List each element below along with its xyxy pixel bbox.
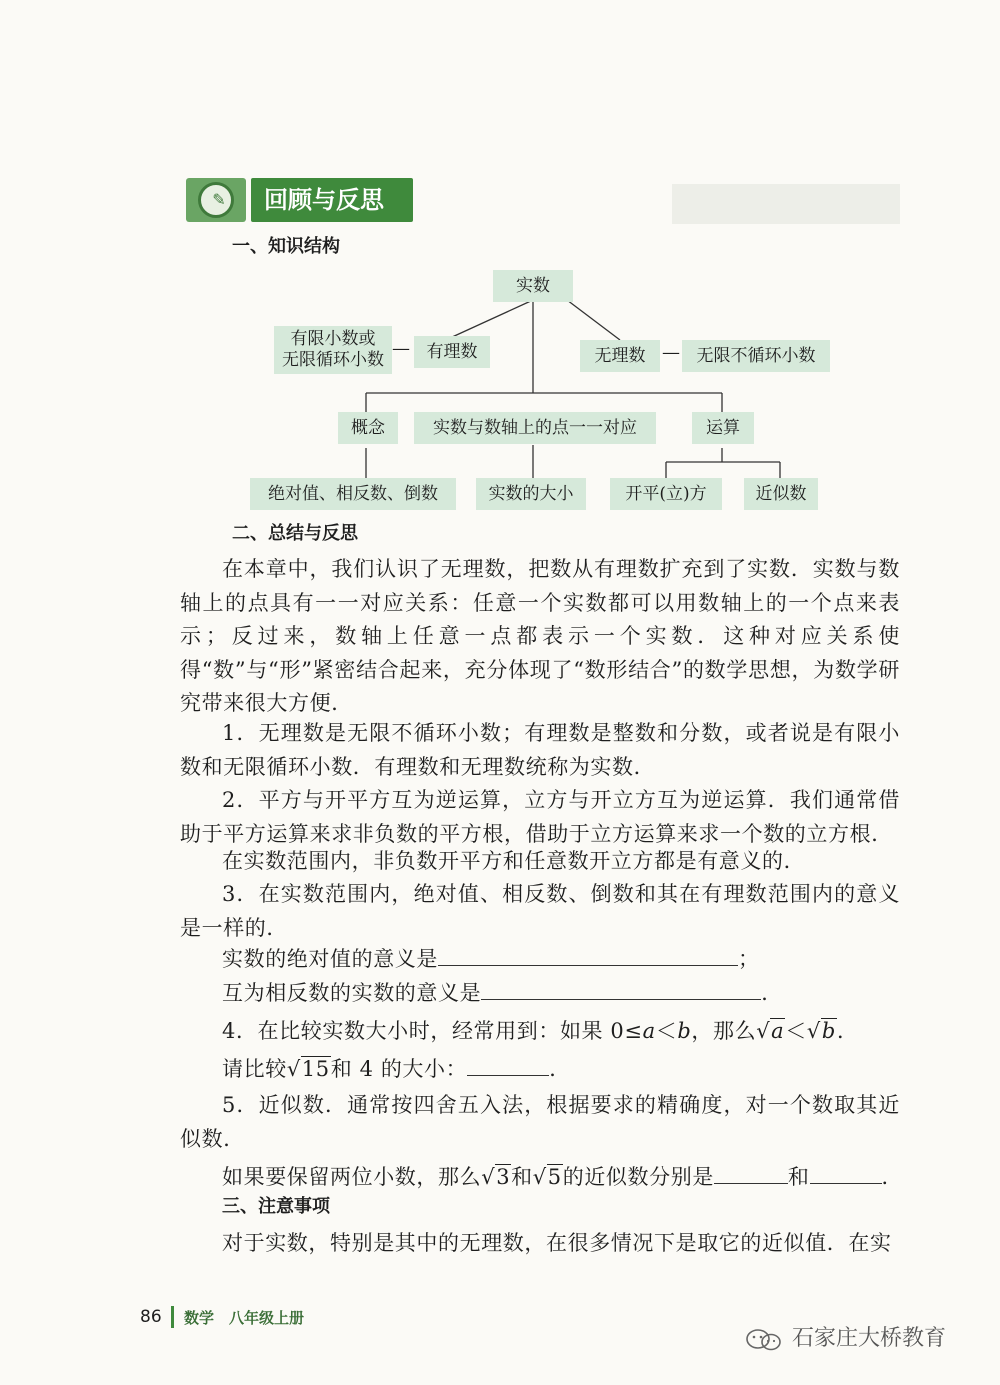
sqrt-5: √5: [532, 1165, 562, 1189]
heading-notes: 三、注意事项: [222, 1196, 330, 1217]
rational-desc-line-1: 有限小数或: [290, 329, 376, 349]
approx-blank-1[interactable]: [714, 1161, 788, 1184]
keep-prefix: 如果要保留两位小数，那么: [222, 1165, 482, 1189]
paragraph-point-2b: 在实数范围内，非负数开平方和任意数开立方都是有意义的．: [222, 849, 806, 873]
opp-meaning-blank[interactable]: [481, 977, 761, 1000]
keep-mid: 的近似数分别是: [562, 1165, 714, 1189]
opp-meaning-text: 互为相反数的实数的意义是: [222, 981, 482, 1005]
compare-end: ．: [549, 1057, 571, 1081]
paragraph-intro: 在本章中，我们认识了无理数，把数从有理数扩充到了实数．实数与数轴上的点具有一一对应关系：任意一个实数都可以用数轴上的一个点来表示；反过来，数轴上任意一点都表示一个实数．这种对应关系使得“数”与“形”紧密结合起来，充分体现了“数形结合”的数学思想，为数学研究带来很大方便．: [180, 557, 900, 715]
paragraph-point-3: 3．在实数范围内，绝对值、相反数、倒数和其在有理数范围内的意义是一样的．: [180, 882, 900, 940]
node-roots: 开平(立)方: [610, 478, 722, 510]
var-a: a: [642, 1019, 656, 1043]
node-rational-desc: [274, 326, 392, 374]
node-operation: 运算: [692, 412, 754, 444]
paragraph-point-1: 1．无理数是无限不循环小数；有理数是整数和分数，或者说是有限小数和无限循环小数．有理数和无理数统称为实数．: [180, 721, 900, 779]
sqrt-15: √15: [286, 1057, 330, 1081]
keep-and-1: 和: [511, 1165, 533, 1189]
node-concept-children: 绝对值、相反数、倒数: [250, 478, 456, 510]
paragraph-point-4: [222, 1016, 859, 1046]
book-title: 数学 八年级上册: [184, 1309, 305, 1327]
review-icon: ✎: [186, 178, 246, 222]
node-correspondence: 实数与数轴上的点一一对应: [414, 412, 656, 444]
heading-summary: 二、总结与反思: [232, 523, 358, 544]
var-b: b: [677, 1019, 692, 1043]
rational-desc-line-2: 无限循环小数: [282, 350, 384, 370]
sqrt-b: √b: [806, 1019, 836, 1043]
node-rational: 有理数: [414, 336, 490, 368]
node-real-numbers: 实数: [493, 270, 573, 302]
abs-meaning-text: 实数的绝对值的意义是: [222, 947, 438, 971]
page-number: 86: [140, 1307, 162, 1327]
compare-mid: 和 4 的大小：: [330, 1057, 468, 1081]
footer-divider: [171, 1306, 174, 1328]
p4-prefix: 4．在比较实数大小时，经常用到：如果 0≤: [222, 1019, 643, 1043]
node-size: 实数的大小: [476, 478, 586, 510]
abs-meaning-blank[interactable]: [438, 943, 738, 966]
opp-meaning-line: [222, 977, 783, 1008]
abs-meaning-end: ；: [738, 947, 760, 971]
node-irrational: 无理数: [580, 340, 660, 372]
dash-irrational: —: [662, 342, 680, 363]
p4-lt: ＜: [655, 1019, 678, 1043]
abs-meaning-line: [222, 943, 760, 974]
p4-then: ，那么: [691, 1019, 757, 1043]
keep-end: ．: [881, 1165, 904, 1189]
node-approx: 近似数: [744, 478, 818, 510]
watermark-text: 石家庄大桥教育: [792, 1326, 947, 1351]
dash-rational: —: [392, 338, 410, 359]
paragraph-point-5: 5．近似数．通常按四舍五入法，根据要求的精确度，对一个数取其近似数．: [180, 1093, 900, 1151]
p4-lt-2: ＜: [785, 1019, 807, 1043]
wechat-icon: [745, 1328, 785, 1352]
heading-knowledge-structure: 一、知识结构: [232, 236, 340, 257]
compare-line: [222, 1053, 571, 1084]
paragraph-point-2: 2．平方与开平方互为逆运算，立方与开立方互为逆运算．我们通常借助于平方运算来求非负数的平方根，借助于立方运算来求一个数的立方根．: [180, 788, 900, 846]
compare-prefix: 请比较: [222, 1057, 287, 1081]
keep-decimals-line: [222, 1161, 903, 1192]
compare-blank[interactable]: [467, 1053, 549, 1076]
opp-meaning-end: ．: [761, 981, 783, 1005]
sqrt-a: √a: [756, 1019, 785, 1043]
node-irrational-desc: 无限不循环小数: [682, 340, 830, 372]
keep-and-2: 和: [787, 1165, 810, 1189]
paragraph-notes: 对于实数，特别是其中的无理数，在很多情况下是取它的近似值．在实: [222, 1231, 892, 1255]
node-concept: 概念: [338, 412, 398, 444]
section-banner-title: 回顾与反思: [251, 178, 413, 222]
p4-end: ．: [836, 1019, 859, 1043]
sqrt-3: √3: [481, 1165, 511, 1189]
approx-blank-2[interactable]: [810, 1161, 882, 1184]
